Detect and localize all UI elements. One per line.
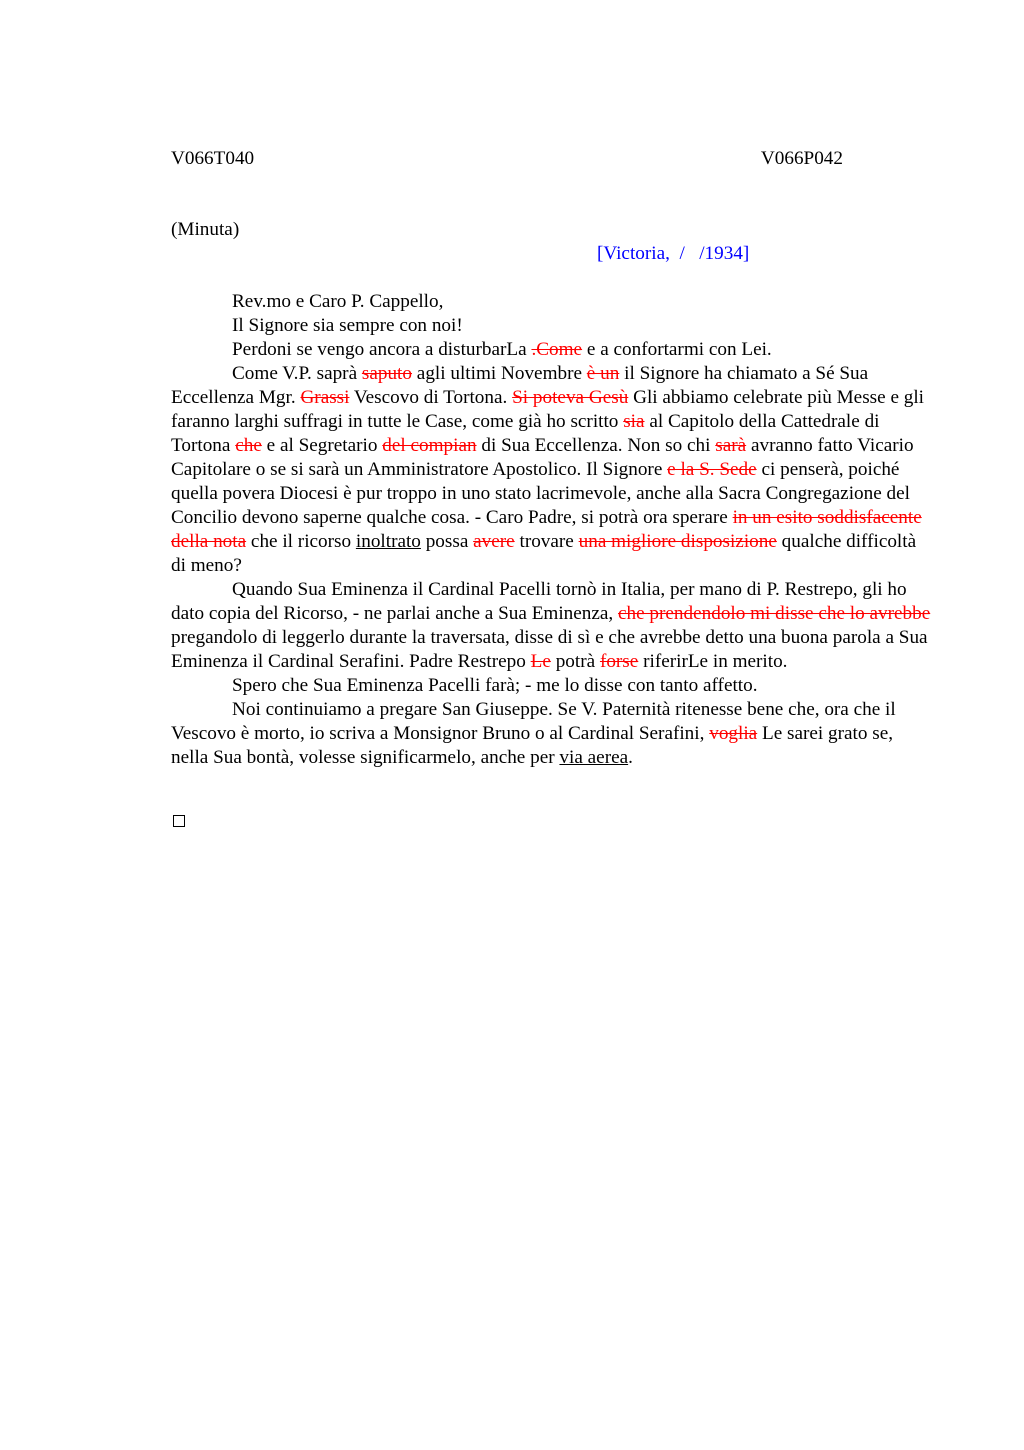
deleted-text: che prendendolo mi disse che lo avrebbe — [618, 603, 931, 624]
letter-paragraph — [171, 674, 931, 698]
letter-text: Noi continuiamo a pregare San Giuseppe. Se V. Paternità ritenesse bene che, ora che il Vescovo è morto, io scriva a Monsignor Bruno o al Cardinal Serafini, — [171, 699, 896, 744]
letter-text: e al Segretario — [261, 435, 383, 456]
deleted-text: in un esito soddisfacente della nota — [171, 507, 922, 552]
letter-text: Vescovo di Tortona. — [349, 387, 513, 408]
letter-text: che il ricorso — [246, 531, 356, 552]
letter-text: qualche difficoltà di meno? — [171, 531, 917, 576]
letter-text: pregandolo di leggerlo durante la traversata, disse di sì e che avrebbe detto una buona parola a Sua Eminenza il Cardinal Serafini. Padre Restrepo — [171, 627, 928, 672]
letter-text: riferirLe in merito. — [638, 651, 788, 672]
letter-text: Perdoni se vengo ancora a disturbarLa — [232, 339, 532, 360]
archive-code-left: V066T040 — [171, 148, 255, 169]
letter-text: agli ultimi Novembre — [412, 363, 587, 384]
letter-text: avranno fatto Vicario Capitolare o se si sarà un Amministratore Apostolico. Il Signore — [171, 435, 914, 480]
letter-paragraph — [171, 698, 931, 770]
deleted-text: avere — [473, 531, 515, 552]
letter-text: Quando Sua Eminenza il Cardinal Pacelli tornò in Italia, per mano di P. Restrepo, gli ho dato copia del Ricorso, - ne parlai anche a Sua Eminenza, — [171, 579, 907, 624]
letter-paragraph — [171, 578, 931, 674]
letter-text: Le sarei grato se, nella Sua bontà, volesse significarmelo, anche per — [171, 723, 894, 768]
letter-body — [171, 290, 931, 770]
letter-paragraph — [171, 314, 931, 338]
deleted-text: Si poteva Gesù — [512, 387, 629, 408]
deleted-text: Grassi — [300, 387, 350, 408]
letter-text: ci penserà, poiché quella povera Diocesi è pur troppo in uno stato lacrimevole, anche alla Sacra Congregazione del Concilio devono saperne qualche cosa. - Caro Padre, si potrà ora sperare — [171, 459, 910, 528]
letter-text: Spero che Sua Eminenza Pacelli farà; - me lo disse con tanto affetto. — [232, 675, 758, 696]
deleted-text: del compian — [382, 435, 477, 456]
underlined-text: via aerea — [559, 747, 629, 768]
letter-text: e a confortarmi con Lei. — [582, 339, 772, 360]
deleted-text: saputo — [361, 363, 412, 384]
archive-code-right: V066P042 — [760, 148, 843, 169]
letter-text: . — [628, 747, 633, 768]
document-header — [171, 147, 843, 171]
underlined-text: inoltrato — [355, 531, 421, 552]
letter-text: Rev.mo e Caro P. Cappello, — [232, 291, 444, 312]
letter-text: Come V.P. saprà — [232, 363, 362, 384]
letter-text: di Sua Eccellenza. Non so chi — [476, 435, 716, 456]
letter-text: trovare — [514, 531, 579, 552]
deleted-text: sarà — [715, 435, 747, 456]
deleted-text: che — [235, 435, 262, 456]
letter-text: possa — [420, 531, 474, 552]
deleted-text: una migliore disposizione — [578, 531, 777, 552]
deleted-text: forse — [599, 651, 639, 672]
draft-note: (Minuta) — [171, 219, 240, 240]
letter-text: Il Signore sia sempre con noi! — [232, 315, 463, 336]
letter-paragraph — [171, 290, 931, 314]
dateline: [Victoria, / /1934] — [597, 243, 750, 264]
letter-text: Gli abbiamo celebrate più Messe e gli faranno larghi suffragi in tutte le Case, come già ho scritto — [171, 387, 925, 432]
deleted-text: e la S. Sede — [667, 459, 757, 480]
letter-text: al Capitolo della Cattedrale di Tortona — [171, 411, 880, 456]
deleted-text: è un — [586, 363, 620, 384]
letter-paragraph — [171, 362, 931, 578]
deleted-text: Le — [530, 651, 551, 672]
letter-paragraph — [171, 338, 931, 362]
deleted-text: sia — [623, 411, 645, 432]
letter-text: potrà — [550, 651, 600, 672]
deleted-text: voglia — [709, 723, 758, 744]
deleted-text: .Come — [531, 339, 583, 360]
letter-text: il Signore ha chiamato a Sé Sua Eccellenza Mgr. — [171, 363, 869, 408]
end-mark-icon — [173, 815, 185, 827]
